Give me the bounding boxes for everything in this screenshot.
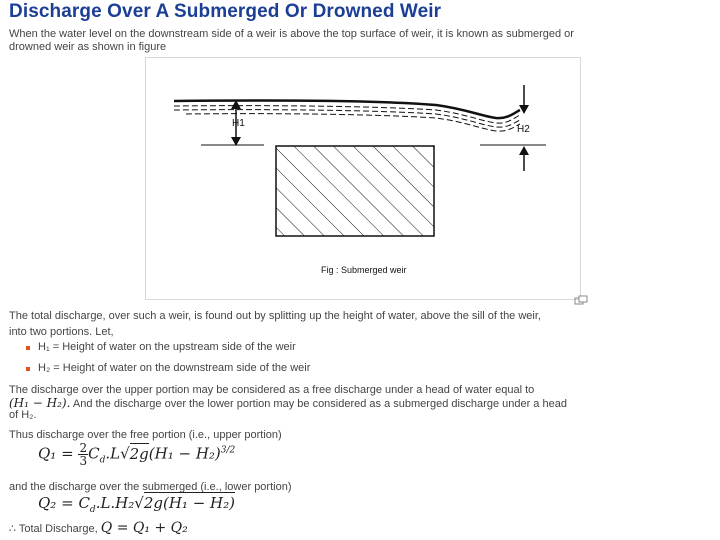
- h2-label: H2: [517, 124, 530, 135]
- bullet-item-h2: H₂ = Height of water on the downstream side of the weir: [38, 362, 311, 374]
- bullet-item-h1: H₁ = Height of water on the upstream side of the weir: [38, 341, 296, 353]
- figure-submerged-weir[interactable]: [145, 57, 581, 300]
- intro-line-2: drowned weir as shown in figure: [9, 41, 167, 53]
- para2-line-1: The discharge over the upper portion may be considered as a free discharge under a head of water equal to: [9, 384, 535, 396]
- h1-label: H1: [232, 118, 245, 129]
- para1-line-1: The total discharge, over such a weir, is found out by splitting up the height of water, above the sill of the weir,: [9, 310, 541, 322]
- page-title: Discharge Over A Submerged Or Drowned Weir: [9, 1, 442, 22]
- total-discharge-expr: Q = Q₁ + Q₂: [100, 520, 188, 536]
- figure-caption: Fig : Submerged weir: [321, 265, 407, 275]
- submerged-portion-label: and the discharge over the submerged (i.e., lower portion): [9, 481, 292, 493]
- bullet-icon: [26, 367, 30, 371]
- para2-line-2: (H₁ − H₂). And the discharge over the lower portion may be considered as a submerged discharge under a head: [9, 396, 567, 410]
- para2-line-3: of H₂.: [9, 409, 37, 421]
- equation-q2: $Q_2 = C_d.L.H_2√2g(H_1 - H_2)$: [38, 494, 235, 515]
- equation-q1: Q₁ = $\frac{2}{3}$ $C_d.L√2g(H_1 - H_2)^{3/2}$: [38, 441, 236, 468]
- water-surface: [174, 100, 520, 118]
- h2-arrow-down-icon: [519, 105, 529, 114]
- head-difference-expr: (H₁ − H₂).: [9, 396, 71, 410]
- bullet-icon: [26, 346, 30, 350]
- weir-block: [276, 146, 434, 236]
- para1-line-2: into two portions. Let,: [9, 326, 114, 338]
- intro-line-1: When the water level on the downstream side of a weir is above the top surface of weir, it is known as submerged or: [9, 28, 574, 40]
- total-discharge-line: ∴ Total Discharge, Q = Q₁ + Q₂: [9, 520, 188, 536]
- free-portion-label: Thus discharge over the free portion (i.e., upper portion): [9, 429, 282, 441]
- h2-arrow-up-icon: [519, 146, 529, 155]
